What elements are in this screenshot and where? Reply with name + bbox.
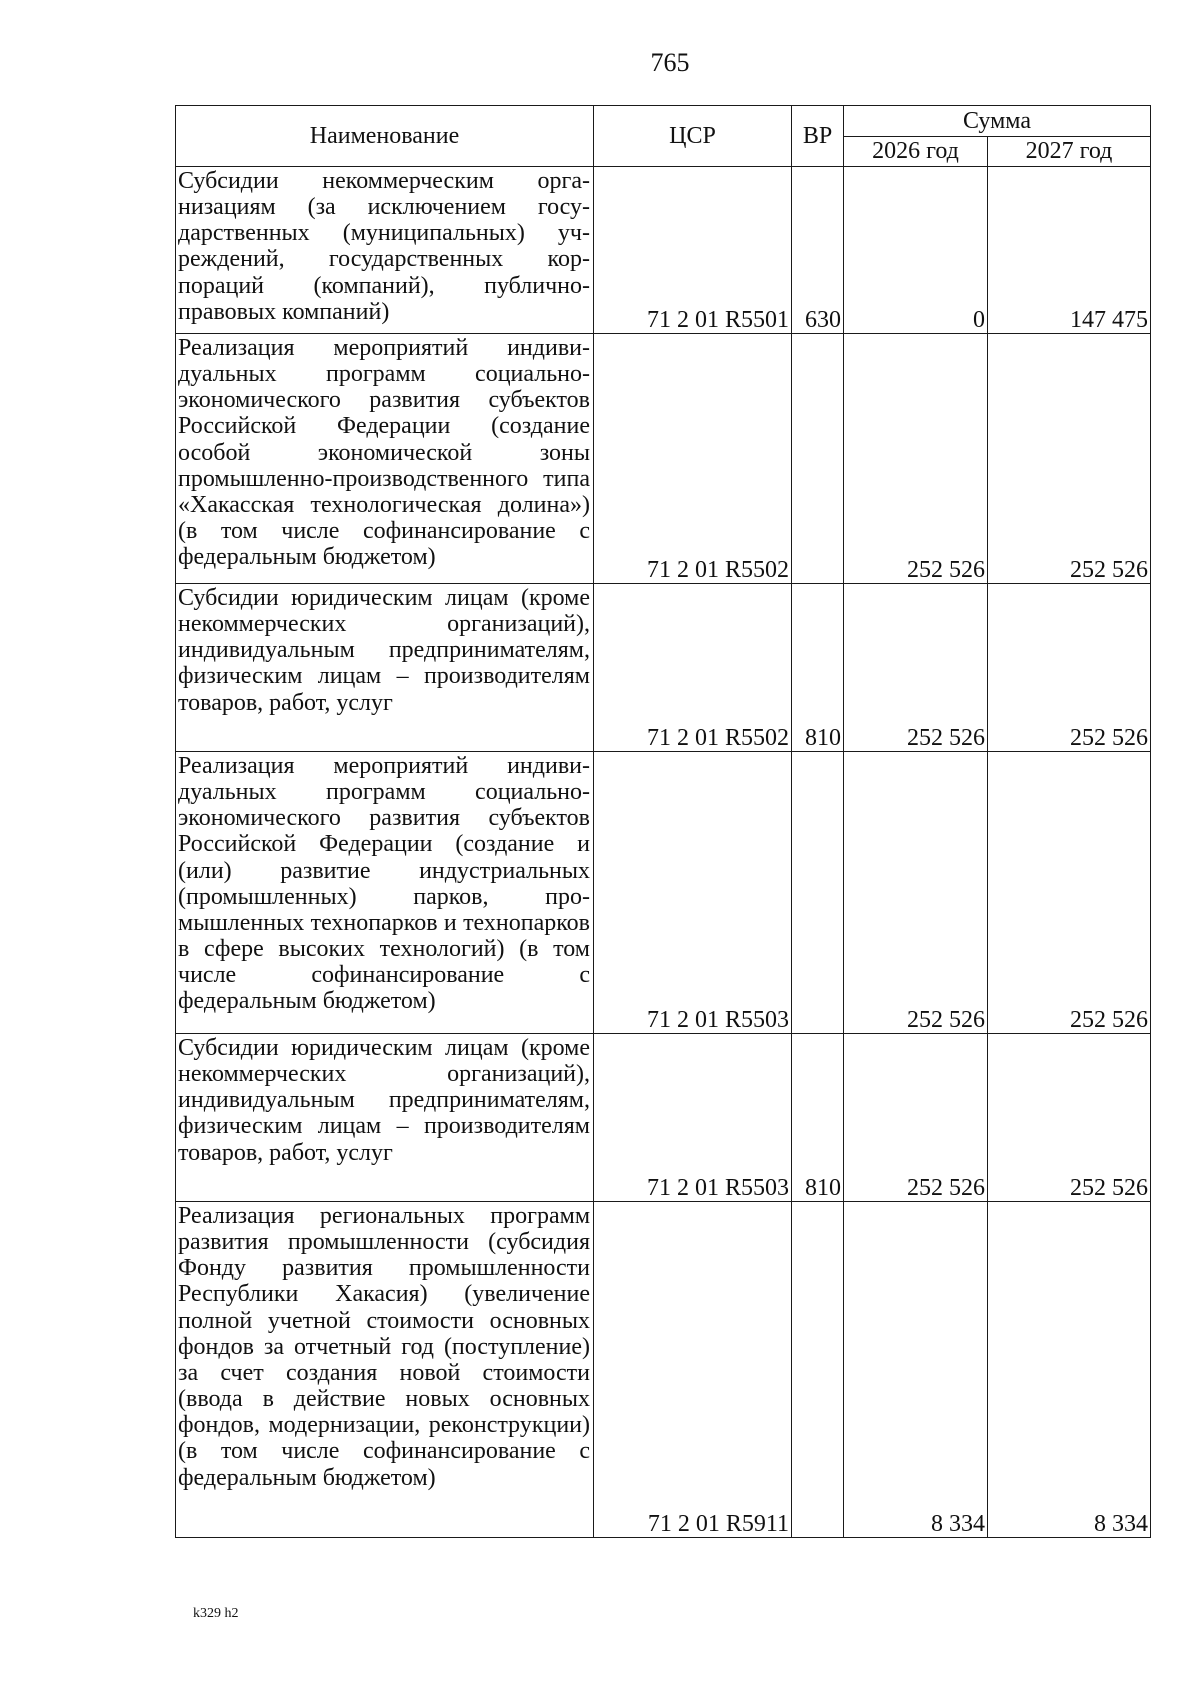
header-vr: ВР — [792, 106, 844, 167]
row-csr: 71 2 01 R5503 — [594, 1034, 792, 1202]
row-csr: 71 2 01 R5502 — [594, 334, 792, 584]
table-row — [176, 1034, 1151, 1202]
row-vr — [792, 752, 844, 1034]
row-sum-2026: 0 — [844, 167, 988, 334]
row-csr: 71 2 01 R5501 — [594, 167, 792, 334]
row-vr: 810 — [792, 1034, 844, 1202]
row-sum-2027: 252 526 — [988, 334, 1151, 584]
row-sum-2026: 252 526 — [844, 584, 988, 752]
header-csr: ЦСР — [594, 106, 792, 167]
row-sum-2026: 252 526 — [844, 752, 988, 1034]
table-body — [176, 167, 1151, 1538]
row-vr — [792, 334, 844, 584]
row-sum-2027: 8 334 — [988, 1202, 1151, 1538]
header-sum: Сумма — [844, 106, 1151, 137]
table-row — [176, 584, 1151, 752]
row-name: Реализация мероприятий индивидуальных программ социально-экономического развития субъектов Российской Федерации (создание особой экономической зоны промышленно-производственного типа «Хакасская технологическая долина») (в том числе софинансирование с федеральным бюджетом) — [176, 334, 594, 584]
row-sum-2026: 252 526 — [844, 1034, 988, 1202]
row-csr: 71 2 01 R5503 — [594, 752, 792, 1034]
row-vr: 810 — [792, 584, 844, 752]
row-sum-2027: 252 526 — [988, 1034, 1151, 1202]
table-row — [176, 334, 1151, 584]
row-sum-2027: 252 526 — [988, 584, 1151, 752]
row-name: Реализация региональных программ развития промышленности (субсидия Фонду развития промышленности Республики Хакасия) (увеличение полной учетной стоимости основных фондов за отчетный год (поступление) за счет создания новой стоимости (ввода в действие новых основных фондов, модернизации, реконструкции) (в том числе софинансирование с федеральным бюджетом) — [176, 1202, 594, 1538]
row-csr: 71 2 01 R5502 — [594, 584, 792, 752]
table-row — [176, 167, 1151, 334]
row-sum-2027: 147 475 — [988, 167, 1151, 334]
row-name: Реализация мероприятий индивидуальных программ социально-экономического развития субъектов Российской Федерации (создание и (или) развитие индустриальных (промышленных) парков, промышленных технопарков и технопарков в сфере высоких технологий) (в том числе софинансирование с федеральным бюджетом) — [176, 752, 594, 1034]
row-name: Субсидии юридическим лицам (кроме некоммерческих организаций), индивидуальным предпринимателям, физическим лицам – производителям товаров, работ, услуг — [176, 1034, 594, 1202]
header-year-2026: 2026 год — [844, 137, 988, 167]
table-header — [176, 106, 1151, 167]
table-row — [176, 1202, 1151, 1538]
row-sum-2026: 8 334 — [844, 1202, 988, 1538]
budget-table-container — [175, 105, 1150, 1538]
row-name: Субсидии некоммерческим организациям (за исключением государственных (муниципальных) учреждений, государственных корпораций (компаний), публично-правовых компаний) — [176, 167, 594, 334]
row-sum-2026: 252 526 — [844, 334, 988, 584]
budget-table — [175, 105, 1151, 1538]
header-year-2027: 2027 год — [988, 137, 1151, 167]
page-number: 765 — [650, 48, 690, 77]
header-row-1 — [176, 106, 1151, 137]
row-sum-2027: 252 526 — [988, 752, 1151, 1034]
footer-document-code: k329 h2 — [193, 1606, 239, 1621]
row-vr: 630 — [792, 167, 844, 334]
row-name: Субсидии юридическим лицам (кроме некоммерческих организаций), индивидуальным предпринимателям, физическим лицам – производителям товаров, работ, услуг — [176, 584, 594, 752]
table-row — [176, 752, 1151, 1034]
row-csr: 71 2 01 R5911 — [594, 1202, 792, 1538]
header-name: Наименование — [176, 106, 594, 167]
row-vr — [792, 1202, 844, 1538]
